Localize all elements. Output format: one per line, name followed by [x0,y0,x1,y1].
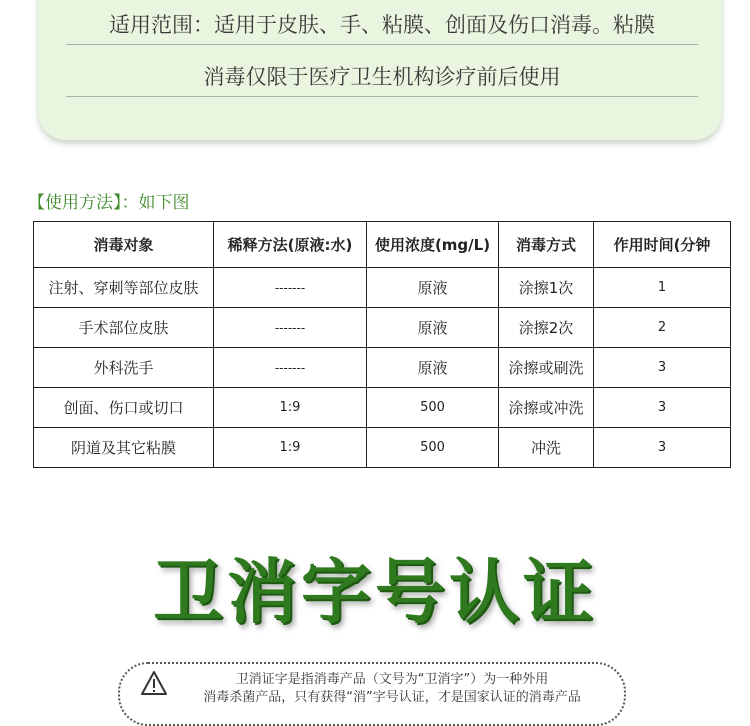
header-dilution: 稀释方法(原液:水) [214,222,367,268]
cell-concentration: 500 [367,388,499,428]
scope-line-2: 消毒仅限于医疗卫生机构诊疗前后使用 [66,58,698,97]
cell-method: 冲洗 [499,428,594,468]
cell-duration: 3 [594,428,731,468]
notice-line-2: 消毒杀菌产品，只有获得“消”字号认证，才是国家认证的消毒产品 [203,690,581,705]
table-row [34,348,731,388]
cell-target: 创面、伤口或切口 [34,388,214,428]
header-duration: 作用时间(分钟 [594,222,731,268]
cell-method: 涂擦1次 [499,268,594,308]
table-row [34,428,731,468]
table-row [34,308,731,348]
cell-concentration: 原液 [367,308,499,348]
cell-duration: 1 [594,268,731,308]
cell-target: 注射、穿刺等部位皮肤 [34,268,214,308]
header-method: 消毒方式 [499,222,594,268]
cell-method: 涂擦或刷洗 [499,348,594,388]
cell-dilution: ------- [214,268,367,308]
warning-triangle-icon [140,670,168,700]
cell-dilution: 1:9 [214,388,367,428]
cell-dilution: 1:9 [214,428,367,468]
scope-line-1: 适用范围：适用于皮肤、手、粘膜、创面及伤口消毒。粘膜 [66,6,698,45]
table-header-row [34,222,731,268]
header-target: 消毒对象 [34,222,214,268]
cell-duration: 3 [594,388,731,428]
header-concentration: 使用浓度(mg/L) [367,222,499,268]
cell-method: 涂擦或冲洗 [499,388,594,428]
cell-concentration: 原液 [367,268,499,308]
cell-target: 手术部位皮肤 [34,308,214,348]
cell-duration: 3 [594,348,731,388]
usage-heading: 【使用方法】：如下图 [28,193,190,213]
table-row [34,388,731,428]
cell-dilution: ------- [214,308,367,348]
cell-method: 涂擦2次 [499,308,594,348]
cell-dilution: ------- [214,348,367,388]
usage-table [33,221,731,468]
certification-title: 卫消字号认证 [153,551,597,633]
notice-line-1: 卫消证字是指消毒产品（文号为“卫消字”）为一种外用 [235,672,549,687]
cell-concentration: 原液 [367,348,499,388]
cell-target: 外科洗手 [34,348,214,388]
cell-target: 阴道及其它粘膜 [34,428,214,468]
cell-duration: 2 [594,308,731,348]
cell-concentration: 500 [367,428,499,468]
table-row [34,268,731,308]
